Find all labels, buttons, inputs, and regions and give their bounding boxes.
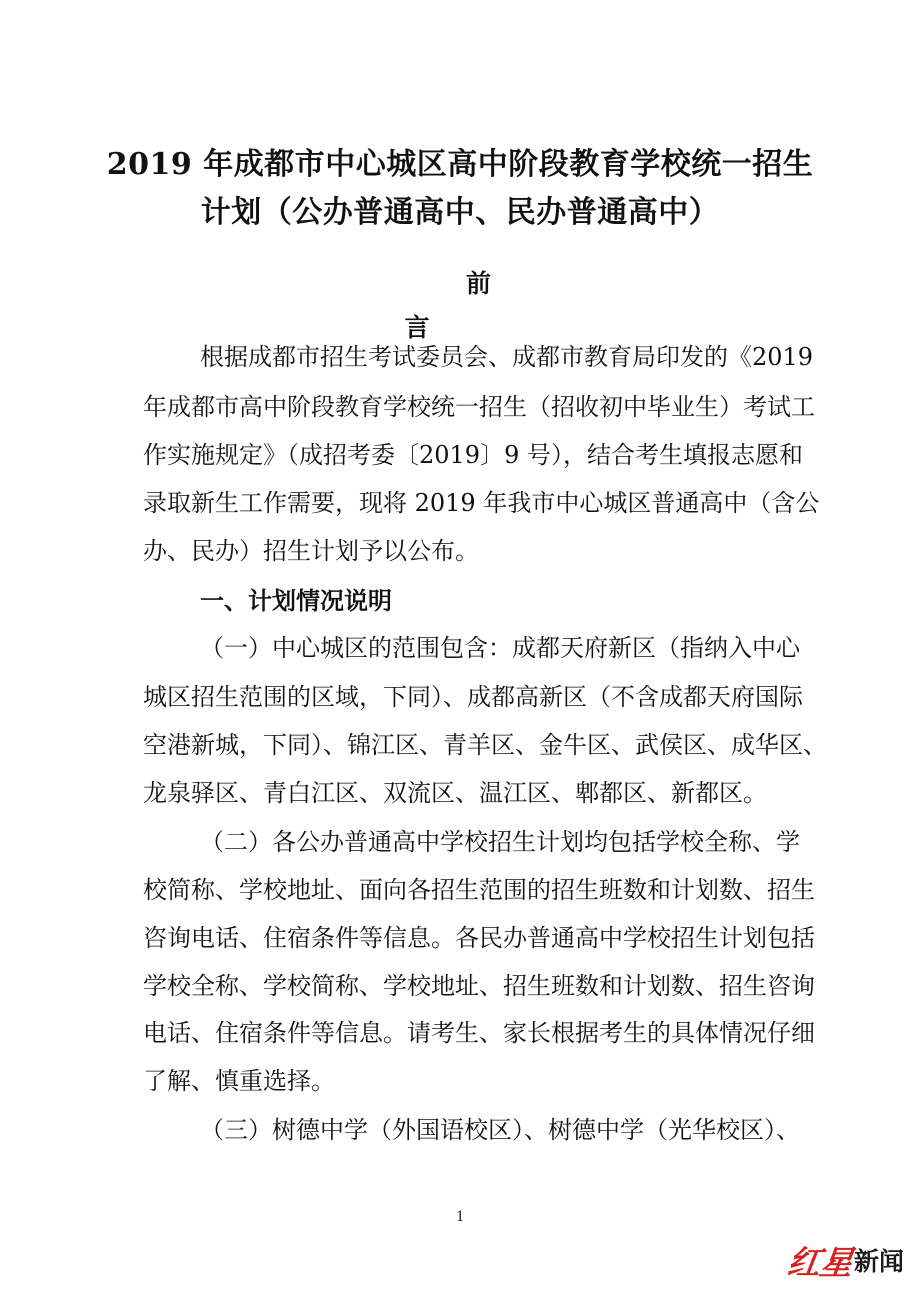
item-2-line-6: 了解、慎重选择。 <box>143 1067 335 1095</box>
news-watermark-logo <box>784 1232 913 1288</box>
item-1-line-3: 空港新城，下同）、锦江区、青羊区、金牛区、武侯区、成华区、 <box>143 731 827 759</box>
watermark-suffix: 新闻 <box>854 1247 905 1276</box>
paragraph-1-line-4: 录取新生工作需要，现将 2019 年我市中心城区普通高中（含公 <box>143 489 820 517</box>
preface-heading: 前言 <box>404 269 578 342</box>
item-1-line-4: 龙泉驿区、青白江区、双流区、温江区、郫都区、新都区。 <box>143 779 767 807</box>
paragraph-1-line-5: 办、民办）招生计划予以公布。 <box>143 537 479 565</box>
item-1-line-2: 城区招生范围的区域，下同）、成都高新区（不含成都天府国际 <box>143 683 803 711</box>
document-title-line-2: 计划（公办普通高中、民办普通高中） <box>200 195 720 230</box>
item-3-line-1: （三）树德中学（外国语校区）、树德中学（光华校区）、 <box>200 1116 800 1144</box>
paragraph-1-line-2: 年成都市高中阶段教育学校统一招生（招收初中毕业生）考试工 <box>143 393 815 421</box>
section-1-heading: 一、计划情况说明 <box>200 587 392 615</box>
document-title-line-1: 2019 年成都市中心城区高中阶段教育学校统一招生 <box>106 147 814 182</box>
item-2-line-1: （二）各公办普通高中学校招生计划均包括学校全称、学 <box>200 828 800 856</box>
watermark-brand: 红星 <box>784 1242 855 1282</box>
paragraph-1-line-3: 作实施规定》（成招考委〔2019〕9 号），结合考生填报志愿和 <box>143 441 803 469</box>
item-2-line-4: 学校全称、学校简称、学校地址、招生班数和计划数、招生咨询 <box>143 972 815 1000</box>
item-2-line-5: 电话、住宿条件等信息。请考生、家长根据考生的具体情况仔细 <box>143 1019 815 1047</box>
item-2-line-3: 咨询电话、住宿条件等信息。各民办普通高中学校招生计划包括 <box>143 924 815 952</box>
page-number: 1 <box>456 1208 464 1225</box>
paragraph-1-line-1: 根据成都市招生考试委员会、成都市教育局印发的《2019 <box>200 343 814 371</box>
item-1-line-1: （一）中心城区的范围包含：成都天府新区（指纳入中心 <box>200 634 800 662</box>
item-2-line-2: 校简称、学校地址、面向各招生范围的招生班数和计划数、招生 <box>143 876 815 904</box>
